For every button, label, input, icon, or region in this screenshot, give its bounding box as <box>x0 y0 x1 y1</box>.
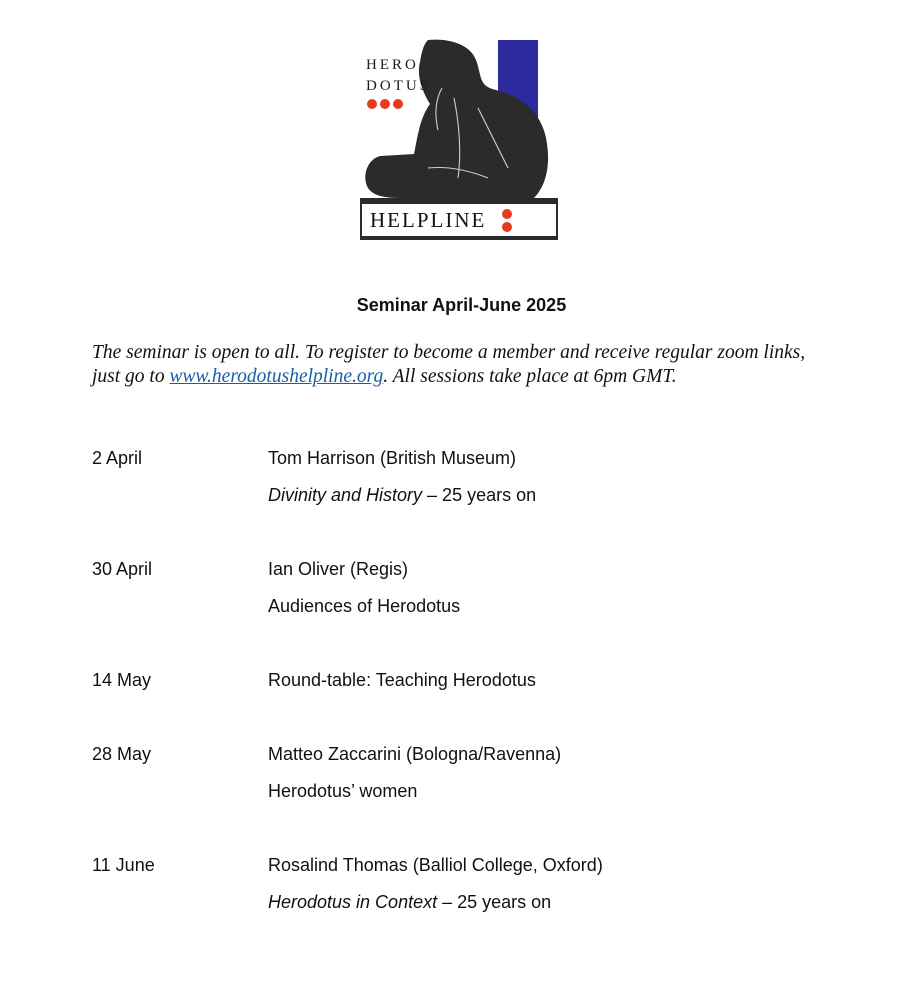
intro-paragraph <box>92 341 812 389</box>
session-date: 30 April <box>92 559 153 579</box>
session-date: 2 April <box>92 448 143 468</box>
session-topic <box>268 485 536 506</box>
logo-text-bottom: HELPLINE <box>370 208 487 232</box>
session-date: 14 May <box>92 670 152 690</box>
intro-text-after: . All sessions take place at 6pm GMT. <box>383 366 677 387</box>
session-date: 11 June <box>92 855 155 875</box>
session-topic-rest: – 25 years on <box>437 892 552 912</box>
intro-text-before: The seminar is open to all. To register to become a member and receive regular zoom links, just go to <box>92 342 806 387</box>
session-topic <box>268 892 551 913</box>
logo-dot <box>502 209 512 219</box>
session-speaker: Ian Oliver (Regis) <box>268 559 409 579</box>
session-speaker: Rosalind Thomas (Balliol College, Oxford) <box>268 855 603 875</box>
session-topic <box>268 781 417 802</box>
session-topic-italic: Herodotus in Context <box>268 892 438 912</box>
session-speaker: Round-table: Teaching Herodotus <box>268 670 536 690</box>
logo-dot <box>502 222 512 232</box>
session-speaker: Tom Harrison (British Museum) <box>268 448 517 468</box>
session-topic <box>268 596 460 617</box>
page-title: Seminar April-June 2025 <box>356 295 567 315</box>
session-date: 28 May <box>92 744 152 764</box>
logo-text-line1: HERO <box>366 57 419 73</box>
session-topic-rest: Audiences of Herodotus <box>268 596 461 616</box>
logo-dot <box>367 99 377 109</box>
session-topic-rest: – 25 years on <box>422 485 537 505</box>
session-topic-rest: Herodotus’ women <box>268 781 418 801</box>
website-link[interactable]: www.herodotushelpline.org <box>169 366 384 387</box>
herodotus-helpline-logo <box>358 38 560 242</box>
logo-dot <box>380 99 390 109</box>
session-topic-italic: Divinity and History <box>268 485 423 505</box>
logo-dot <box>393 99 403 109</box>
logo-text-line2: DOTUS <box>366 78 432 94</box>
session-speaker: Matteo Zaccarini (Bologna/Ravenna) <box>268 744 562 764</box>
